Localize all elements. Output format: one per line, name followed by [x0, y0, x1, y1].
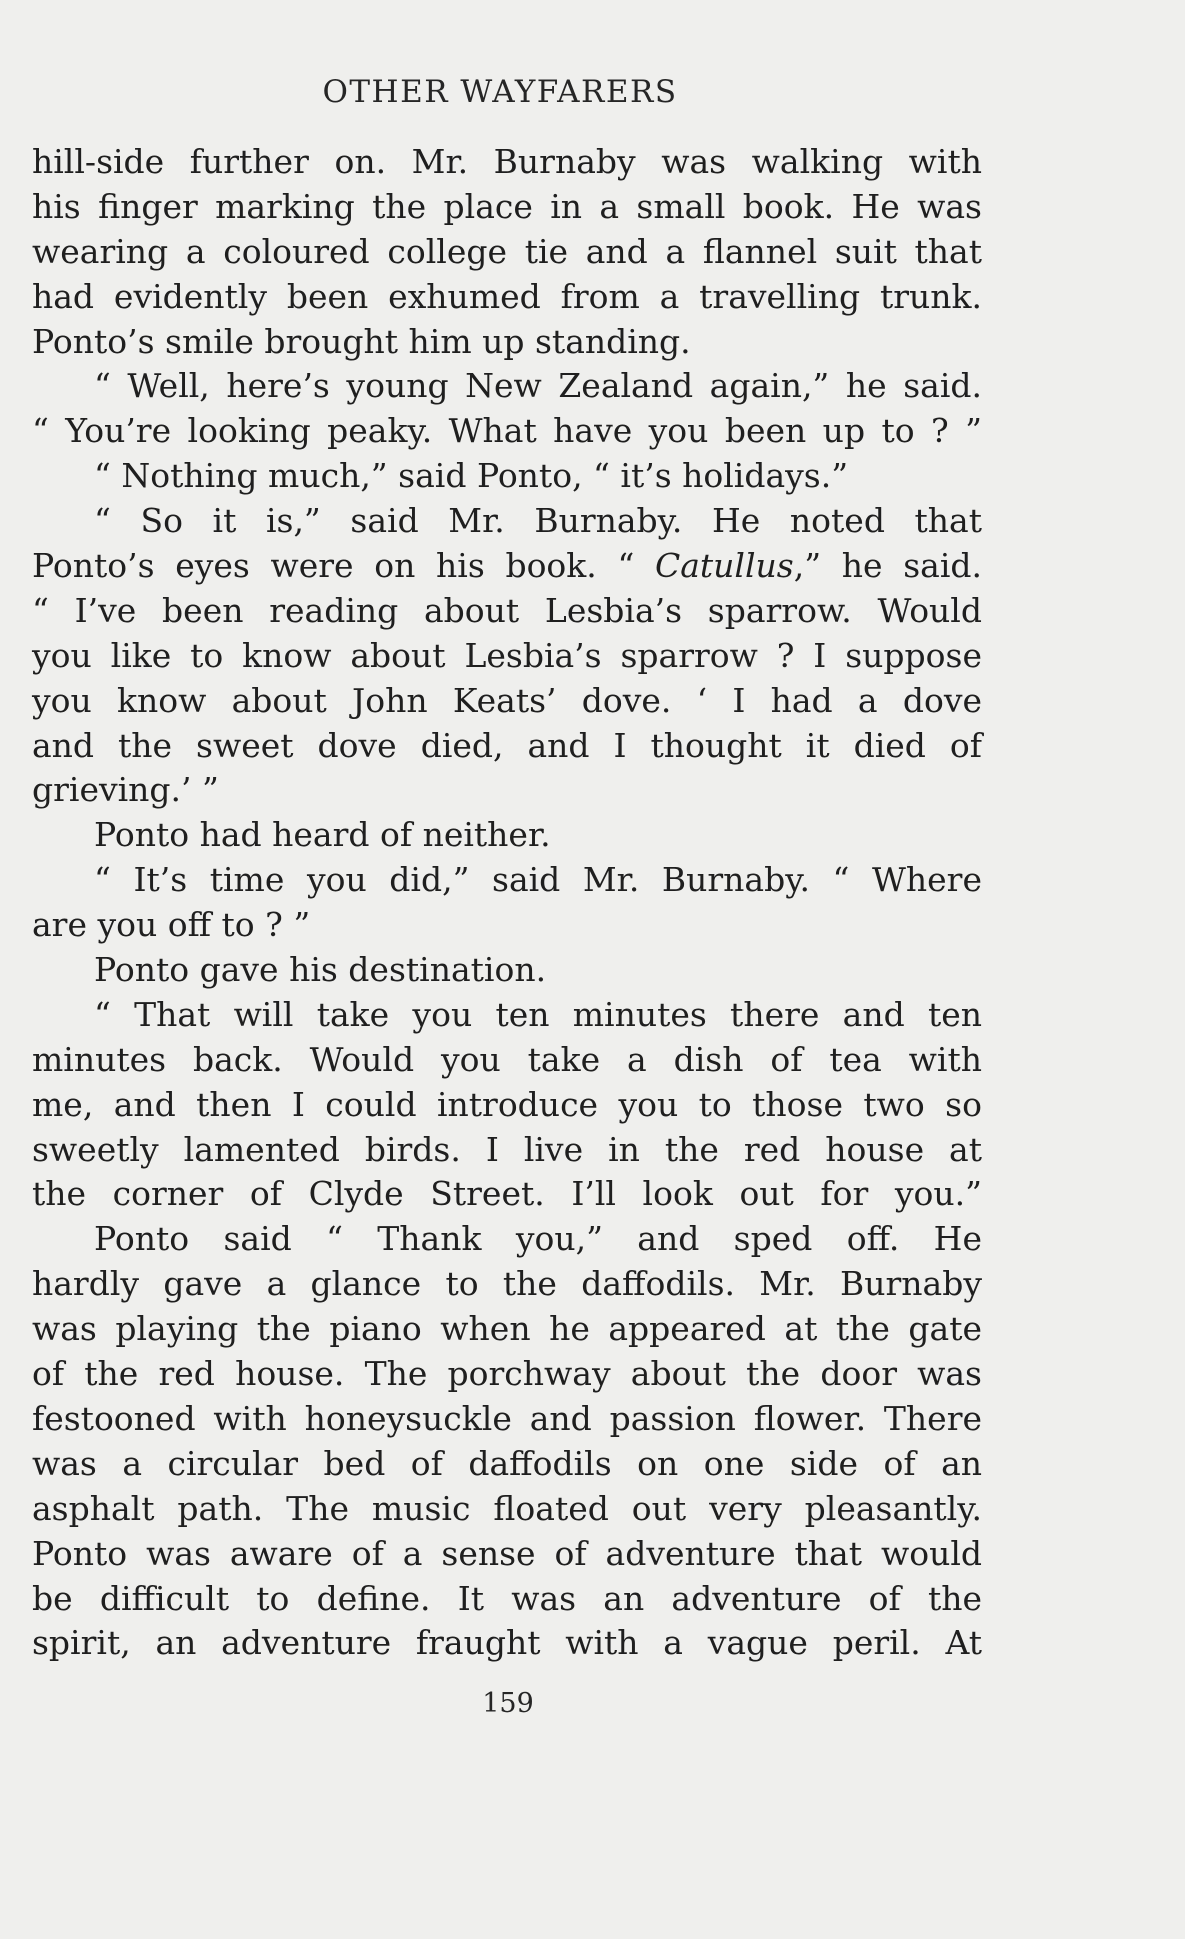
running-head: OTHER WAYFARERS: [322, 74, 678, 110]
page-number: 159: [482, 1688, 534, 1719]
text-line: was playing the piano when he appeared at the gate: [32, 1309, 982, 1349]
text-line: Ponto said “ Thank you,” and sped off. He: [94, 1219, 982, 1259]
text-line: hardly gave a glance to the daffodils. Mr. Burnaby: [32, 1264, 982, 1304]
text-line: be difficult to define. It was an adventure of the: [32, 1578, 982, 1618]
text-line: “ So it is,” said Mr. Burnaby. He noted that: [94, 501, 982, 541]
text-line: spirit, an adventure fraught with a vague peril. At: [32, 1623, 982, 1663]
text-line: Ponto’s smile brought him up standing.: [32, 321, 691, 361]
text-line: you know about John Keats’ dove. ‘ I had a dove: [32, 680, 982, 720]
text-line: grieving.’ ”: [32, 770, 219, 810]
text-line: Ponto’s eyes were on his book. “ Catullus,” he said.: [32, 546, 982, 586]
text-line: “ I’ve been reading about Lesbia’s sparrow. Would: [32, 590, 982, 630]
text-line: hill-side further on. Mr. Burnaby was walking with: [32, 142, 982, 181]
text-line: of the red house. The porchway about the door was: [32, 1354, 982, 1394]
text-line: was a circular bed of daffodils on one side of an: [32, 1443, 982, 1483]
text-line: wearing a coloured college tie and a flannel suit that: [32, 231, 982, 271]
text-line: you like to know about Lesbia’s sparrow ? I suppose: [32, 635, 982, 675]
text-line: Ponto gave his destination.: [94, 950, 547, 990]
text-line: and the sweet dove died, and I thought it died of: [32, 725, 982, 765]
book-title-italic: Catullus: [654, 546, 794, 586]
text-line: had evidently been exhumed from a travelling trunk.: [32, 276, 982, 316]
text-line: “ You’re looking peaky. What have you been up to ? ”: [32, 411, 982, 451]
text-line: “ It’s time you did,” said Mr. Burnaby. “ Where: [94, 860, 982, 900]
text-line: sweetly lamented birds. I live in the red house at: [32, 1129, 982, 1169]
text-line: festooned with honeysuckle and passion flower. There: [32, 1398, 982, 1438]
text-line: “ Well, here’s young New Zealand again,” he said.: [94, 366, 982, 406]
text-line: minutes back. Would you take a dish of tea with: [32, 1039, 982, 1079]
body-text: [32, 140, 982, 1666]
text-line: the corner of Clyde Street. I’ll look out for you.”: [32, 1174, 982, 1214]
text-line: “ Nothing much,” said Ponto, “ it’s holidays.”: [94, 456, 849, 496]
text-line: me, and then I could introduce you to those two so: [32, 1084, 982, 1124]
text-line: asphalt path. The music floated out very pleasantly.: [32, 1488, 982, 1528]
text-line: “ That will take you ten minutes there and ten: [94, 994, 982, 1034]
text-line: his finger marking the place in a small book. He was: [32, 186, 982, 226]
text-line: Ponto had heard of neither.: [94, 815, 551, 855]
text-line: Ponto was aware of a sense of adventure that would: [32, 1533, 982, 1573]
text-line: are you off to ? ”: [32, 905, 311, 945]
